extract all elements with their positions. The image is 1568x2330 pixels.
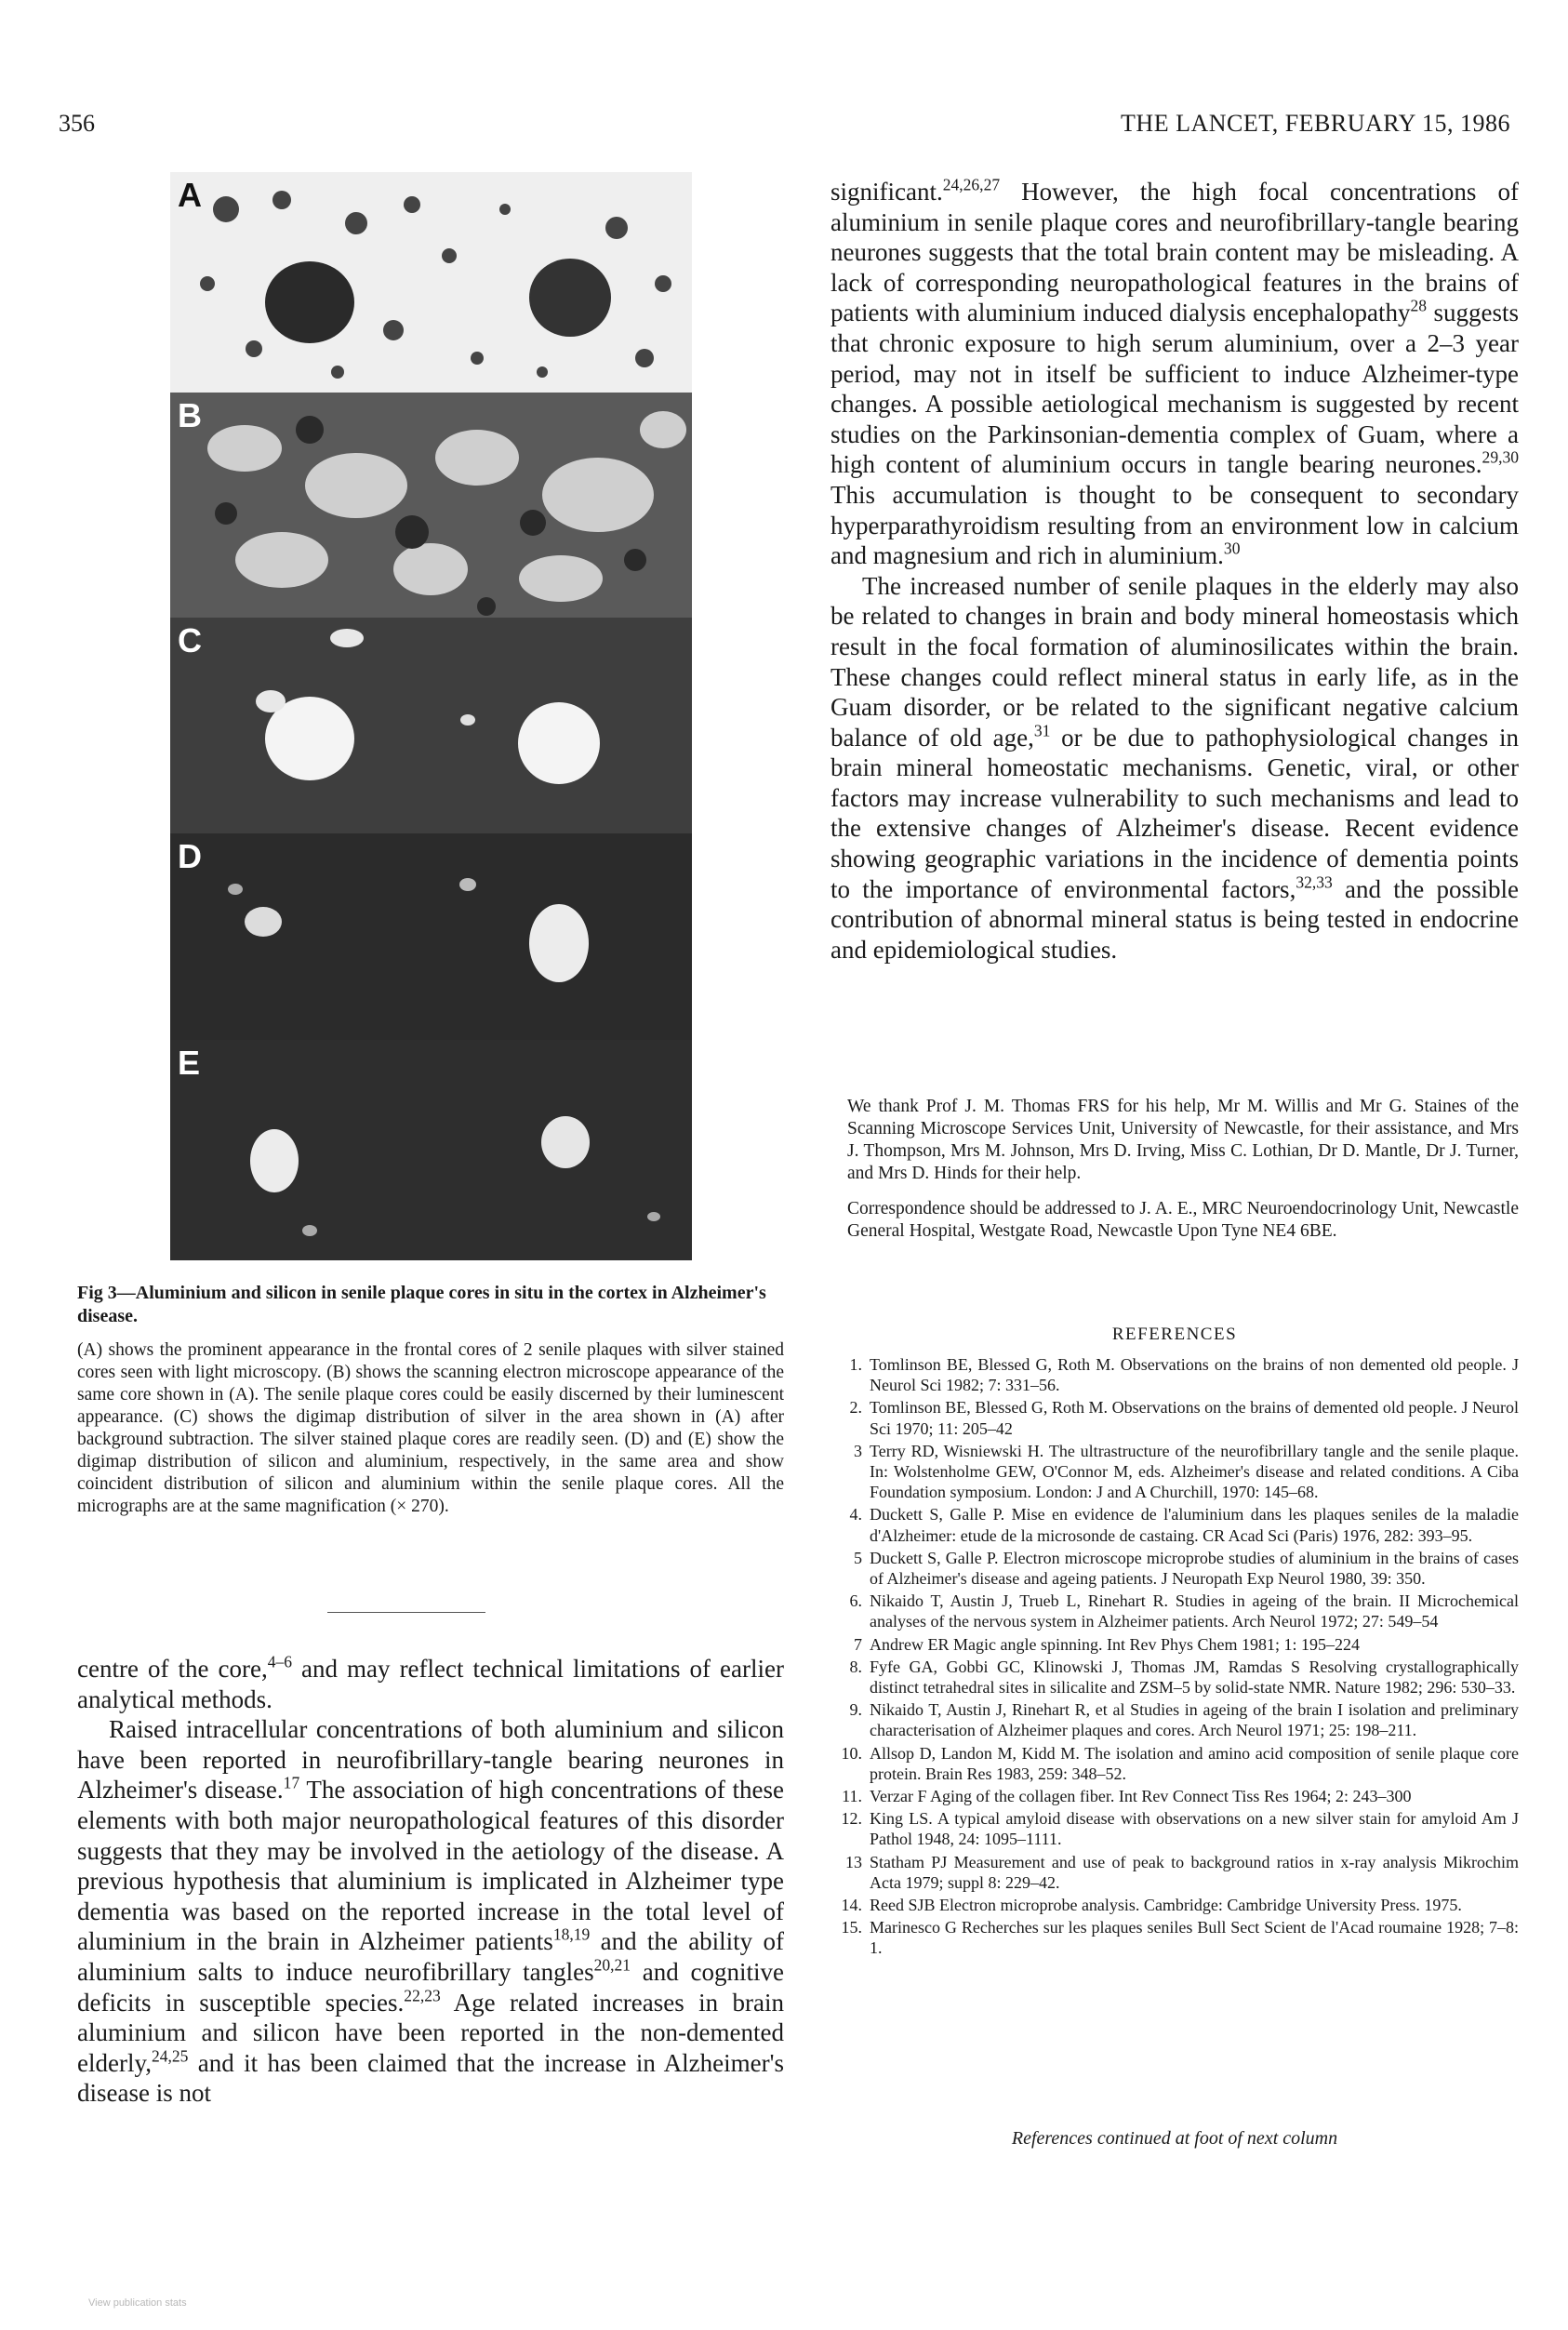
reference-item [831,1699,1519,1740]
panel-e-image [170,1040,692,1260]
reference-text: Duckett S, Galle P. Electron microscope microprobe studies of aluminium in the brains of cases of Alzheimer's disease and ageing patients. J Neuropath Exp Neurol 1980, 39: 350. [870,1548,1519,1589]
reference-item [831,1743,1519,1784]
reference-item [831,1895,1519,1915]
panel-letter-c: C [178,621,202,659]
body-paragraph [77,1714,784,2109]
right-column-body [831,177,1519,965]
text-run: The increased number of senile plaques in the elderly may also be related to changes in brain and body mineral homeostasis which result in the focal formation of aluminosilicates within the brain. These changes could reflect mineral status in early life, as in the Guam disorder, or be related to the significant negative calcium balance of old age, [831,571,1519,752]
references-heading: REFERENCES [1111,1325,1238,1344]
panel-d [170,833,692,1040]
panel-b-image [170,393,692,618]
text-run: and the ability of aluminium salts to induce neurofibrillary tangles [77,1927,784,1986]
panel-a-image [170,172,692,393]
reference-item [831,1397,1519,1438]
citation-superscript: 4–6 [267,1652,293,1671]
acknowledgment: We thank Prof J. M. Thomas FRS for his help, Mr M. Willis and Mr G. Staines of the Scanning Microscope Services Unit, University of Newcastle, for their assistance, and Mrs J. Thompson, Mrs M. Johnson, Mrs D. Irving, Miss C. Lothian, Dr D. Mantle, Dr J. Turner, and Mrs D. Hinds for their help. [847,1097,1519,1183]
reference-text: Fyfe GA, Gobbi GC, Klinowski J, Thomas JM, Ramdas S Resolving crystallographically distinct tetrahedral sites in silicalite and ZSM–5 by solid-state NMR. Nature 1982; 296: 530–33. [870,1657,1519,1698]
reference-text: Marinesco G Recherches sur les plaques seniles Bull Sect Scient de l'Acad roumaine 1928; 7–8: 1. [870,1918,1519,1958]
caption-text: (A) shows the prominent appearance in the frontal cores of 2 senile plaques with silver stained cores seen with light microscopy. (B) shows the scanning electron microscope appearance of the same core shown in (A). The senile plaque cores could be easily discerned by their luminescent appearance. (C) shows the digimap distribution of silver in the area shown in (A) after background subtraction. The silver stained plaque cores are readily seen. (D) and (E) show the digimap distribution of silicon and aluminium, respectively, in the same area and show coincident distribution of silicon and aluminium within the senile plaque cores. All the micrographs are at the same magnification (× 270). [77,1340,784,1516]
text-run: or be due to pathophysiological changes in brain mineral homeostatic mechanisms. Genetic, viral, or other factors may increase vulnerability to such mechanisms and lead to the extensive changes of Alzheimer's disease. Recent evidence showing geographic variations in the incidence of dementia points to the importance of environmental factors, [831,723,1519,903]
reference-item [831,1917,1519,1958]
reference-item [831,1634,1519,1655]
reference-text: Statham PJ Measurement and use of peak to background ratios in x-ray analysis Mikrochim Acta 1979; suppl 8: 229–42. [870,1852,1519,1892]
reference-text: Tomlinson BE, Blessed G, Roth M. Observations on the brains of demented old people. J Neurol Sci 1970; 11: 205–42 [870,1398,1519,1438]
panel-letter-e: E [178,1044,201,1082]
panel-letter-d: D [178,837,202,875]
reference-number: 4. [849,1505,862,1524]
reference-number: 11. [842,1787,862,1806]
reference-number: 5 [854,1548,862,1567]
body-paragraph [77,1654,784,1714]
citation-superscript: 20,21 [593,1955,631,1975]
citation-superscript: 29,30 [1482,447,1519,467]
reference-number: 12. [841,1809,862,1829]
reference-text: Duckett S, Galle P. Mise en evidence de l'aluminium dans les plaques seniles de la maladie d'Alzheimer: etude de la microsonde de castaing. CR Acad Sci (Paris) 1976, 282: 393–95. [870,1505,1519,1545]
page-number: 356 [59,110,95,137]
citation-superscript: 30 [1223,539,1241,558]
reference-item [831,1441,1519,1503]
correspondence: Correspondence should be addressed to J. A. E., MRC Neuroendocrinology Unit, Newcastle General Hospital, Westgate Road, Newcastle Upon Tyne NE4 6BE. [847,1199,1519,1241]
text-run: This accumulation is thought to be consequent to secondary hyperparathyroidism resulting from an environment low in calcium and magnesium and rich in aluminium. [831,480,1519,570]
panel-c-image [170,618,692,833]
reference-text: Tomlinson BE, Blessed G, Roth M. Observations on the brains of non demented old people. J Neurol Sci 1982; 7: 331–56. [870,1355,1519,1395]
citation-superscript: 17 [283,1773,300,1792]
text-run: and cognitive deficits in susceptible species. [77,1957,784,2017]
text-run: However, the high focal concentrations of aluminium in senile plaque cores and neurofibrillary-tangle bearing neurones suggests that the total brain content may be misleading. A lack of corresponding neuropathological features in the brains of patients with aluminium induced dialysis encephalopathy [831,178,1519,327]
panel-e [170,1040,692,1260]
text-run: and the possible contribution of abnormal mineral status is being tested in endocrine and epidemiological studies. [831,874,1519,964]
left-column-body [77,1654,784,2109]
figure-caption [77,1282,784,1518]
reference-item [831,1852,1519,1893]
citation-superscript: 32,33 [1296,872,1333,892]
reference-item [831,1504,1519,1545]
citation-superscript: 18,19 [552,1924,591,1944]
panel-letter-b: B [178,396,202,434]
text-run: and may reflect technical limitations of earlier analytical methods. [77,1655,784,1713]
caption-title: Fig 3—Aluminium and silicon in senile plaque cores in situ in the cortex in Alzheimer's disease. [77,1283,766,1326]
citation-superscript: 24,25 [151,2046,189,2066]
reference-number: 7 [854,1634,862,1654]
text-run: centre of the core, [77,1655,268,1683]
body-paragraph [831,571,1519,965]
running-head: THE LANCET, FEBRUARY 15, 1986 [1121,110,1510,137]
reference-text: Allsop D, Landon M, Kidd M. The isolation and amino acid composition of senile plaque core protein. Brain Res 1983, 259: 348–52. [870,1743,1519,1783]
footer-link[interactable]: View publication stats [88,2297,187,2309]
panel-d-image [170,833,692,1040]
panel-b [170,393,692,618]
text-run: Age related increases in brain aluminium and silicon have been reported in the non-demented elderly, [77,1988,784,2077]
reference-text: Reed SJB Electron microprobe analysis. Cambridge: Cambridge University Press. 1975. [870,1896,1462,1915]
reference-item [831,1657,1519,1698]
divider [327,1612,485,1613]
reference-number: 8. [849,1657,862,1676]
body-paragraph [831,177,1519,571]
citation-superscript: 22,23 [404,1986,441,2005]
reference-number: 3 [854,1441,862,1460]
reference-number: 9. [849,1700,862,1720]
reference-text: Terry RD, Wisniewski H. The ultrastructure of the neurofibrillary tangle and the senile plaque. In: Wolstenholme GEW, O'Connor M, eds. Alzheimer's disease and related conditions. A Ciba Foundation symposium. London: J and A Churchill, 1970: 145–68. [870,1441,1519,1502]
reference-number: 14. [841,1896,862,1915]
reference-item [831,1354,1519,1395]
reference-item [831,1808,1519,1849]
text-run: Raised intracellular concentrations of both aluminium and silicon have been reported in neurofibrillary-tangle bearing neurones in Alzheimer's disease. [77,1715,784,1804]
reference-text: Nikaido T, Austin J, Rinehart R, et al Studies in ageing of the brain I isolation and preliminary characterisation of Alzheimer plaques and cores. Arch Neurol 1971; 25: 198–211. [870,1700,1519,1740]
citation-superscript: 28 [1410,296,1428,315]
micrograph-figure [170,172,692,1260]
reference-number: 2. [849,1398,862,1418]
reference-number: 13 [845,1852,862,1871]
reference-number: 6. [849,1591,862,1611]
text-run: suggests that chronic exposure to high serum aluminium, over a 2–3 year period, may not in itself be sufficient to induce Alzheimer-type changes. A possible aetiological mechanism is suggested by recent studies on the Parkinsonian-dementia complex of Guam, where a high content of aluminium occurs in tangle bearing neurones. [831,299,1519,479]
reference-item [831,1591,1519,1631]
reference-list [831,1354,1519,1961]
reference-text: Nikaido T, Austin J, Trueb L, Rinehart R. Studies in ageing of the brain. II Microchemical analyses of the nervous system in Alzheimer patients. Arch Neurol 1972; 27: 549–54 [870,1591,1519,1631]
text-run: and it has been claimed that the increase in Alzheimer's disease is not [77,2048,784,2108]
text-run: The association of high concentrations of these elements with both major neuropathological features of this disorder suggests that they may be involved in the aetiology of the disease. A previous hypothesis that aluminium is implicated in Alzheimer type dementia was based on the reported increase in the total level of aluminium in the brain in Alzheimer patients [77,1776,784,1956]
text-run: significant. [831,178,943,206]
citation-superscript: 31 [1033,721,1051,740]
reference-text: King LS. A typical amyloid disease with observations on a new silver stain for amyloid Am J Pathol 1948, 24: 1095–1111. [870,1809,1519,1849]
reference-text: Andrew ER Magic angle spinning. Int Rev Phys Chem 1981; 1: 195–224 [870,1634,1360,1654]
reference-number: 1. [849,1355,862,1374]
panel-c [170,618,692,833]
reference-item [831,1548,1519,1589]
panel-letter-a: A [178,176,202,214]
reference-number: 10. [841,1743,862,1763]
reference-text: Verzar F Aging of the collagen fiber. Int Rev Connect Tiss Res 1964; 2: 243–300 [870,1787,1412,1806]
citation-superscript: 24,26,27 [942,175,1001,194]
references-continued-note: References continued at foot of next column [1011,2128,1338,2149]
reference-number: 15. [841,1918,862,1937]
acknowledgment-block [847,1096,1519,1256]
reference-item [831,1786,1519,1806]
panel-a [170,172,692,393]
